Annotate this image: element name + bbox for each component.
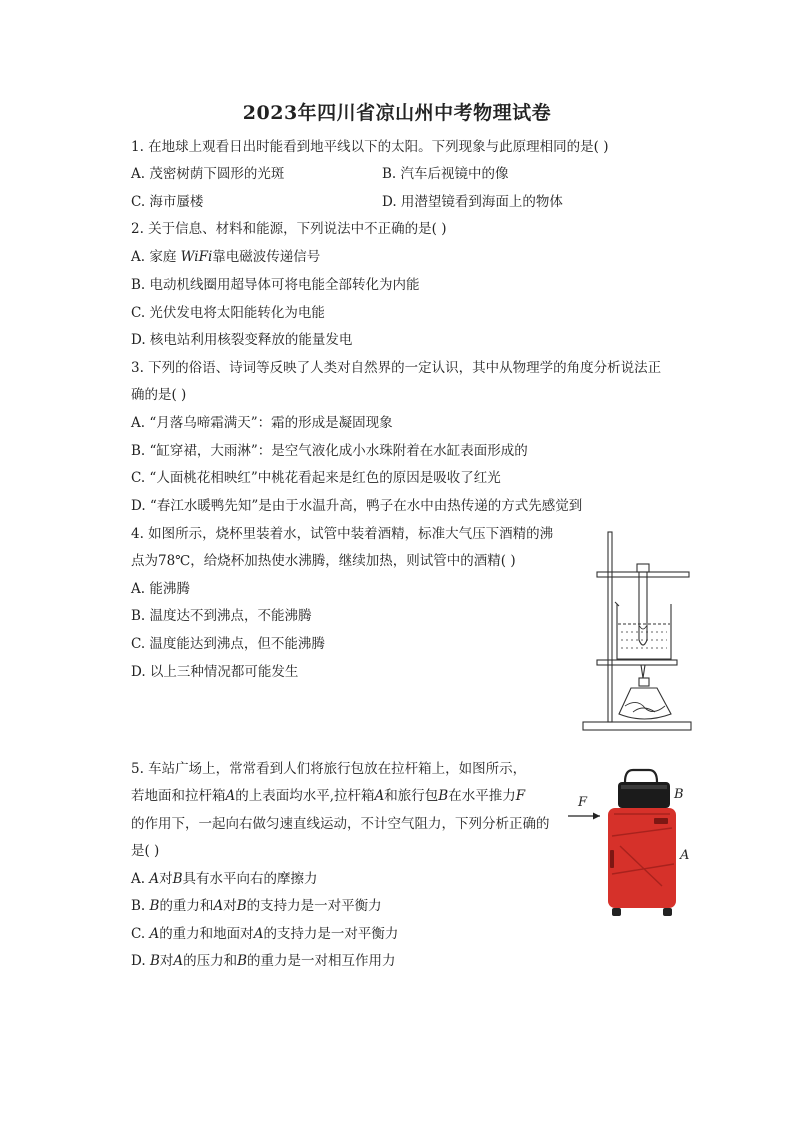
page-title: 2023年四川省凉山州中考物理试卷 (242, 102, 552, 124)
stand-base (583, 722, 691, 730)
ring-support (597, 660, 677, 665)
q5-text: 若地面和拉杆箱 (131, 788, 226, 804)
label-b: B (674, 787, 684, 802)
boiling-apparatus-figure (575, 528, 695, 733)
q4-option-d: D. 以上三种情况都可能发生 (131, 664, 299, 680)
q4-option-b: B. 温度达不到沸点，不能沸腾 (131, 608, 312, 624)
q2-option-c: C. 光伏发电将太阳能转化为电能 (131, 305, 325, 321)
stand-rod (608, 532, 612, 722)
q4-option-a: A. 能沸腾 (131, 581, 190, 597)
label-f: F (578, 795, 588, 810)
q5-var-b: B (236, 898, 247, 914)
q5-stem-line3: 的作用下，一起向右做匀速直线运动，不计空气阻力，下列分析正确的 (131, 816, 550, 832)
q2-option-a-wifi: WiFi (180, 249, 213, 265)
q1-option-b: B. 汽车后视镜中的像 (382, 166, 509, 182)
upper-clamp (597, 572, 689, 577)
q2-option-a-pre: A. 家庭 (131, 249, 177, 265)
q3-option-a: A. “月落乌啼霜满天”：霜的形成是凝固现象 (131, 415, 393, 431)
q5-var-a: A (149, 871, 160, 887)
q5-stem-line1: 5. 车站广场上，常常看到人们将旅行包放在拉杆箱上，如图所示， (131, 761, 527, 777)
alcohol-lamp (619, 688, 671, 719)
q5-var-a: A (173, 953, 184, 969)
q4-stem-line1: 4. 如图所示，烧杯里装着水，试管中装着酒精，标准大气压下酒精的沸 (131, 526, 554, 542)
label-a: A (680, 848, 690, 863)
q5-stem-line2 (131, 787, 525, 805)
q5-stem-line4: 是( ) (131, 843, 160, 859)
q3-option-c: C. “人面桃花相映红”中桃花看起来是红色的原因是吸收了红光 (131, 470, 501, 486)
q5-var-b: B (237, 953, 248, 969)
q5-var-b: B (149, 953, 160, 969)
q3-option-d: D. “春江水暖鸭先知”是由于水温升高，鸭子在水中由热传递的方式先感觉到 (131, 498, 583, 514)
q4-stem-line2: 点为78℃，给烧杯加热使水沸腾，继续加热，则试管中的酒精( ) (131, 553, 516, 569)
q1-option-c: C. 海市蜃楼 (131, 194, 204, 210)
q5-text: 的支持力是一对平衡力 (246, 898, 382, 914)
q2-option-d: D. 核电站利用核裂变释放的能量发电 (131, 332, 353, 348)
q5-var-a: A (225, 788, 236, 804)
q5-text: 的支持力是一对平衡力 (263, 926, 399, 942)
q5-option-d (131, 952, 396, 970)
q5-var-b: B (438, 788, 449, 804)
q5-text: 在水平推力 (448, 788, 516, 804)
q5-text: 的压力和 (183, 953, 238, 969)
q5-var-b: B (149, 898, 160, 914)
q2-option-a (131, 248, 320, 266)
beaker (617, 604, 671, 659)
q5-var-a: A (213, 898, 224, 914)
q1-stem: 1. 在地球上观看日出时能看到地平线以下的太阳。下列现象与此原理相同的是( ) (131, 139, 609, 155)
q1-option-d: D. 用潜望镜看到海面上的物体 (382, 194, 563, 210)
suitcase-figure (562, 766, 702, 918)
q5-text: 对 (159, 953, 174, 969)
q1-option-a: A. 茂密树荫下圆形的光斑 (131, 166, 285, 182)
q2-option-b: B. 电动机线圈用超导体可将电能全部转化为内能 (131, 277, 420, 293)
q5-var-a: A (149, 926, 160, 942)
q3-stem-line1: 3. 下列的俗语、诗词等反映了人类对自然界的一定认识，其中从物理学的角度分析说法正 (131, 360, 662, 376)
q5-text: 对 (159, 871, 173, 887)
q5-text: 的重力和地面对 (159, 926, 254, 942)
q5-var-f: F (515, 788, 526, 804)
q5-option-letter: B. (131, 898, 146, 914)
q5-option-letter: A. (131, 871, 146, 887)
q5-text: 和旅行包 (384, 788, 439, 804)
q5-option-a (131, 870, 318, 888)
q5-option-b (131, 897, 382, 915)
q5-option-letter: D. (131, 953, 146, 969)
q5-text: 对 (223, 898, 237, 914)
q5-text: 的重力是一对相互作用力 (247, 953, 396, 969)
q3-stem-line2: 确的是( ) (131, 387, 187, 403)
q4-option-c: C. 温度能达到沸点，但不能沸腾 (131, 636, 325, 652)
test-tube (639, 572, 647, 645)
q5-var-a: A (253, 926, 264, 942)
q2-stem: 2. 关于信息、材料和能源，下列说法中不正确的是( ) (131, 221, 447, 237)
q5-option-letter: C. (131, 926, 146, 942)
q3-option-b: B. “缸穿裙，大雨淋”：是空气液化成小水珠附着在水缸表面形成的 (131, 443, 528, 459)
q5-text: 的上表面均水平,拉杆箱 (235, 788, 375, 804)
q5-option-c (131, 925, 398, 943)
q5-text: 具有水平向右的摩擦力 (182, 871, 318, 887)
q5-var-b: B (172, 871, 183, 887)
q5-text: 的重力和 (159, 898, 214, 914)
q2-option-a-post: 靠电磁波传递信号 (212, 249, 321, 265)
q5-var-a: A (374, 788, 385, 804)
